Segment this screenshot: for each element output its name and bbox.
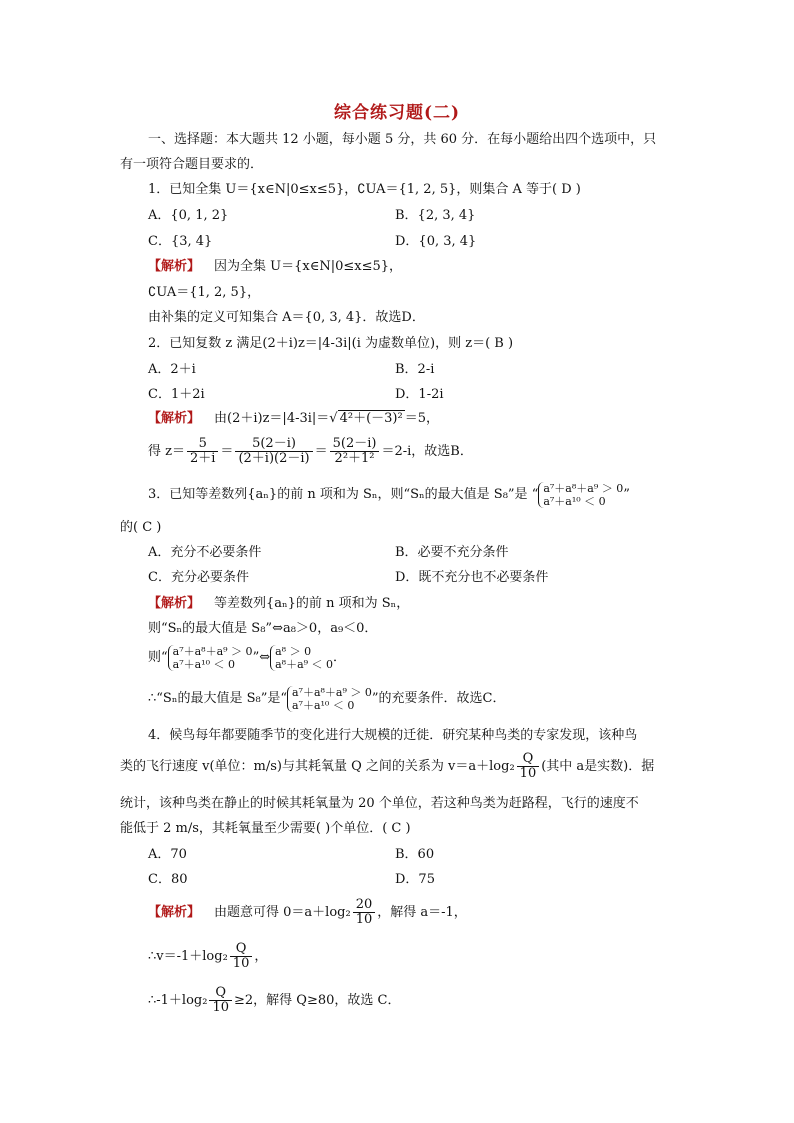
q3-option-a: A．充分不必要条件: [148, 545, 262, 560]
q4-stem-line-2: [120, 750, 654, 784]
q4-analysis-line-1: [148, 896, 467, 930]
q4-option-c: C．80: [148, 872, 188, 887]
numerator: 5(2－i): [235, 437, 312, 452]
intro-line-2: 有一项符合题目要求的．: [120, 157, 264, 172]
fraction: [353, 898, 376, 927]
numerator: Q: [517, 752, 540, 767]
analysis-label: 【解析】: [148, 259, 201, 274]
q3-stem-close: ”: [623, 487, 630, 502]
denominator: 10: [355, 912, 373, 927]
q4-analysis-line-3: [148, 984, 400, 1018]
q3-stem-line-2: 的( C ): [120, 520, 162, 535]
system-line: a⁷＋a¹⁰ ＜ 0: [172, 657, 235, 671]
q4-stem-text-end: (其中 a是实数)．据: [541, 759, 655, 774]
q3-stem-text: 3．已知等差数列{aₙ}的前 n 项和为 Sₙ，则“Sₙ的最大值是 S₈”是 “: [148, 487, 539, 502]
intro-line-1: 一、选择题：本大题共 12 小题，每小题 5 分，共 60 分．在每小题给出四个选项中，只: [148, 132, 657, 147]
q4-option-a: A．70: [148, 847, 187, 862]
fraction: [187, 437, 218, 466]
q2-analysis-text: 由(2＋i)z＝|4-3i|＝: [214, 411, 330, 426]
system-line: a⁷＋a⁸＋a⁹ ＞ 0: [172, 644, 253, 658]
system-line: a⁷＋a⁸＋a⁹ ＞ 0: [292, 685, 372, 699]
q3-equivalence: ”⇔: [252, 650, 271, 665]
q3-option-b: B．必要不充分条件: [395, 545, 509, 560]
system-line: a⁸＋a⁹ ＜ 0: [275, 657, 334, 671]
q3-stem: [148, 480, 630, 510]
q4-stem-line-1: 4．候鸟每年都要随季节的变化进行大规模的迁徙．研究某种鸟类的专家发现，该种鸟: [148, 728, 638, 743]
page-title: 综合练习题(二): [333, 103, 461, 123]
analysis-label: 【解析】: [148, 596, 201, 611]
q1-stem: 1．已知全集 U＝{x∈N|0≤x≤5}，∁UA＝{1, 2, 5}，则集合 A 等于( D ): [148, 182, 581, 197]
fraction: [517, 752, 540, 781]
q2-analysis-result: ＝5，: [404, 411, 439, 426]
inequality-system: [538, 482, 623, 508]
numerator: 5(2－i): [330, 437, 380, 452]
q4-stem-line-3: 统计，该种鸟类在静止的时候其耗氧量为 20 个单位，若这种鸟类为赶路程，飞行的速度不: [120, 796, 639, 811]
q1-option-b: B．{2, 3, 4}: [395, 208, 476, 223]
denominator: 2²＋1²: [334, 451, 375, 466]
q2-option-c: C．1＋2i: [148, 387, 205, 402]
inequality-system: [168, 645, 253, 671]
q4-option-b: B．60: [395, 847, 435, 862]
denominator: 10: [212, 1000, 229, 1015]
q2-option-d: D．1-2i: [395, 387, 444, 402]
fraction: [230, 942, 253, 971]
q3-analysis-line-4: [148, 684, 506, 714]
inequality-system: [270, 645, 333, 671]
system-line: a⁷＋a¹⁰ ＜ 0: [543, 494, 606, 508]
analysis-label: 【解析】: [148, 411, 201, 426]
system-line: a⁷＋a⁸＋a⁹ ＞ 0: [543, 481, 624, 495]
q4-analysis-text: ∴v＝-1＋log₂: [148, 949, 228, 964]
q3-option-d: D．既不充分也不必要条件: [395, 570, 549, 585]
q2-analysis-prefix: 得 z＝: [148, 444, 185, 459]
q3-analysis-text-1: 等差数列{aₙ}的前 n 项和为 Sₙ，: [214, 596, 410, 611]
q3-analysis-line-2: 则“Sₙ的最大值是 S₈”⇔a₈＞0，a₉＜0．: [148, 621, 378, 636]
numerator: Q: [209, 986, 232, 1001]
system-line: a⁸ ＞ 0: [275, 644, 312, 658]
q1-analysis-text-1: 因为全集 U＝{x∈N|0≤x≤5}，: [214, 259, 403, 274]
q2-analysis-suffix: ＝2-i，故选B．: [381, 444, 473, 459]
q4-analysis-line-2: [148, 940, 267, 974]
sqrt-radicand: 4²＋(－3)²: [339, 411, 403, 426]
q1-analysis-line-3: 由补集的定义可知集合 A＝{0, 3, 4}．故选D．: [148, 310, 425, 325]
q3-option-c: C．充分必要条件: [148, 570, 249, 585]
inequality-system: [287, 686, 372, 712]
q2-option-a: A．2＋i: [148, 362, 196, 377]
q1-option-a: A．{0, 1, 2}: [148, 208, 229, 223]
q3-conclusion-prefix: ∴“Sₙ的最大值是 S₈”是“: [148, 691, 287, 706]
numerator: 5: [187, 437, 218, 452]
denominator: 10: [519, 766, 537, 781]
fraction: [330, 437, 380, 466]
system-line: a⁷＋a¹⁰ ＜ 0: [292, 698, 355, 712]
q1-option-d: D．{0, 3, 4}: [395, 234, 477, 249]
analysis-label: 【解析】: [148, 905, 201, 920]
fraction: [235, 437, 312, 466]
q4-analysis-text: 由题意可得 0＝a＋log₂: [214, 905, 351, 920]
q3-analysis-prefix: 则“: [148, 650, 168, 665]
q4-analysis-result: ，解得 a＝-1，: [377, 905, 467, 920]
numerator: 20: [353, 898, 376, 913]
q1-option-c: C．{3, 4}: [148, 234, 213, 249]
q3-analysis-line-1: [148, 596, 409, 612]
q2-option-b: B．2-i: [395, 362, 435, 377]
q2-analysis-line-2: 得 z＝ $\frac{5}{2+i}$ ＝ $\frac{5(2-i)}{(2+i)(2-i)}$ ＝ $\frac{5(2-i)}{\text{2²＋1²}}$ ＝2-i，故选B．: [148, 436, 473, 466]
q4-stem-line-4: 能低于 2 m/s，其耗氧量至少需要( )个单位．( C ): [120, 821, 411, 836]
q3-analysis-end: ．: [333, 650, 347, 665]
q4-analysis-text: ∴-1＋log₂: [148, 993, 208, 1008]
q4-stem-text: 类的飞行速度 v(单位：m/s)与其耗氧量 Q 之间的关系为 v＝a＋log₂: [120, 759, 515, 774]
q2-stem: 2．已知复数 z 满足(2＋i)z＝|4-3i|(i 为虚数单位)，则 z＝( B ): [148, 336, 514, 351]
q3-analysis-line-3: [148, 643, 346, 673]
q3-conclusion-suffix: ”的充要条件．故选C．: [371, 691, 506, 706]
q2-analysis-line-1: 【解析】 由(2＋i)z＝|4-3i|＝√ 4²＋(－3)² ＝5，: [148, 411, 439, 426]
denominator: 10: [232, 956, 250, 971]
q4-analysis-punct: ，: [254, 949, 268, 964]
q1-analysis-line-2: ∁UA＝{1, 2, 5}，: [148, 285, 261, 300]
fraction: [209, 986, 232, 1015]
q1-analysis-line-1: [148, 259, 402, 275]
denominator: (2＋i)(2－i): [238, 451, 310, 466]
numerator: Q: [230, 942, 253, 957]
q4-option-d: D．75: [395, 872, 435, 887]
denominator: 2＋i: [189, 451, 216, 466]
q4-analysis-conclusion: ≥2，解得 Q≥80，故选 C．: [234, 993, 401, 1008]
